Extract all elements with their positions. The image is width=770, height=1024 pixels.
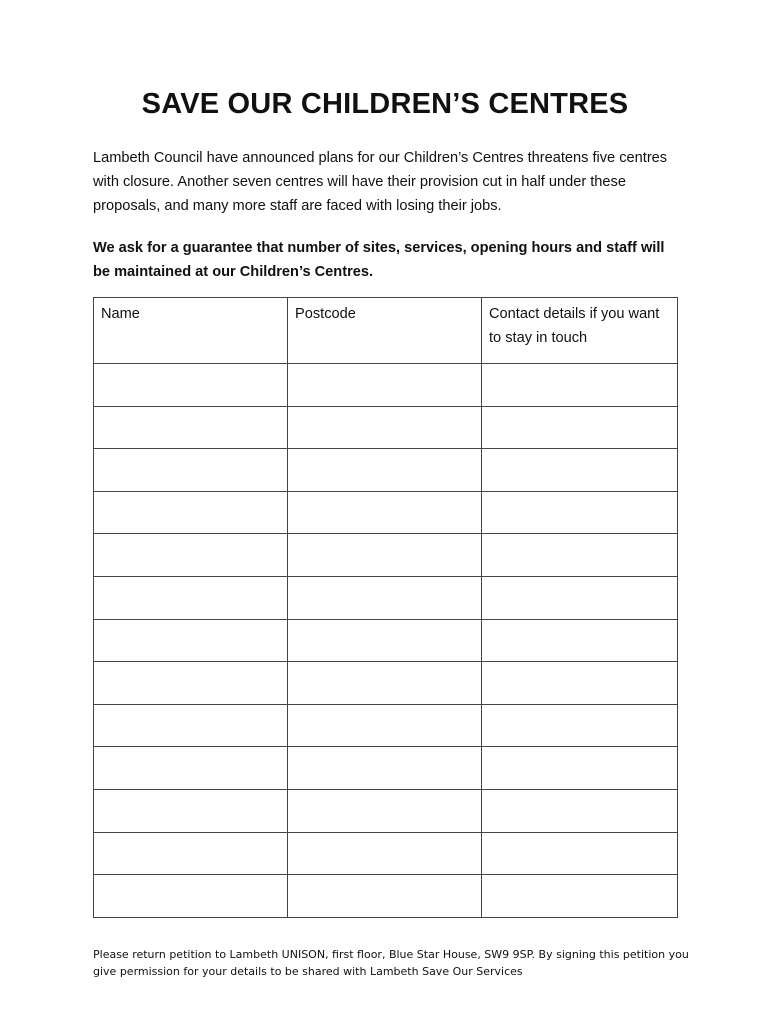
name-cell <box>94 449 288 492</box>
postcode-cell <box>288 491 482 534</box>
name-cell <box>94 662 288 705</box>
postcode-cell <box>288 662 482 705</box>
table-row <box>94 832 678 875</box>
intro-paragraph: Lambeth Council have announced plans for our Children’s Centres threatens five centres with closure. Another seven centres will have their provision cut in half under these proposals, and many more staff are faced with losing their jobs. <box>93 150 668 214</box>
contact-cell <box>482 662 678 705</box>
postcode-cell <box>288 406 482 449</box>
contact-cell <box>482 875 678 918</box>
postcode-cell <box>288 534 482 577</box>
postcode-cell <box>288 364 482 407</box>
contact-cell <box>482 449 678 492</box>
table-row <box>94 364 678 407</box>
contact-cell <box>482 576 678 619</box>
name-cell <box>94 619 288 662</box>
contact-cell <box>482 619 678 662</box>
table-row <box>94 747 678 790</box>
table-row <box>94 704 678 747</box>
table-row <box>94 875 678 918</box>
table-row <box>94 491 678 534</box>
postcode-cell <box>288 832 482 875</box>
postcode-cell <box>288 789 482 832</box>
postcode-cell <box>288 875 482 918</box>
table-row <box>94 406 678 449</box>
contact-cell <box>482 832 678 875</box>
contact-cell <box>482 534 678 577</box>
name-cell <box>94 789 288 832</box>
postcode-cell <box>288 747 482 790</box>
name-cell <box>94 704 288 747</box>
table-row <box>94 789 678 832</box>
postcode-cell <box>288 619 482 662</box>
contact-cell <box>482 491 678 534</box>
name-cell <box>94 364 288 407</box>
contact-cell <box>482 406 678 449</box>
table-row <box>94 662 678 705</box>
postcode-cell <box>288 449 482 492</box>
signature-table <box>93 297 678 918</box>
name-cell <box>94 491 288 534</box>
name-cell <box>94 747 288 790</box>
ask-paragraph: We ask for a guarantee that number of sites, services, opening hours and staff will be maintained at our Children’s Centres. <box>93 240 665 280</box>
column-header-postcode-label: Postcode <box>295 306 356 322</box>
postcode-cell <box>288 704 482 747</box>
column-header-contact <box>482 298 678 364</box>
contact-cell <box>482 364 678 407</box>
name-cell <box>94 832 288 875</box>
signature-rows <box>94 364 678 918</box>
name-cell <box>94 576 288 619</box>
table-row <box>94 576 678 619</box>
table-row <box>94 619 678 662</box>
column-header-postcode <box>288 298 482 364</box>
table-header-row <box>94 298 678 364</box>
name-cell <box>94 406 288 449</box>
page-title: SAVE OUR CHILDREN’S CENTRES <box>141 88 629 120</box>
postcode-cell <box>288 576 482 619</box>
table-row <box>94 449 678 492</box>
contact-cell <box>482 747 678 790</box>
column-header-contact-label: Contact details if you want to stay in touch <box>489 306 660 346</box>
name-cell <box>94 534 288 577</box>
column-header-name-label: Name <box>101 306 140 322</box>
name-cell <box>94 875 288 918</box>
column-header-name <box>94 298 288 364</box>
contact-cell <box>482 789 678 832</box>
table-row <box>94 534 678 577</box>
contact-cell <box>482 704 678 747</box>
footer-note: Please return petition to Lambeth UNISON, first floor, Blue Star House, SW9 9SP. By signing this petition you give permission for your details to be shared with Lambeth Save Our Services <box>93 948 689 978</box>
